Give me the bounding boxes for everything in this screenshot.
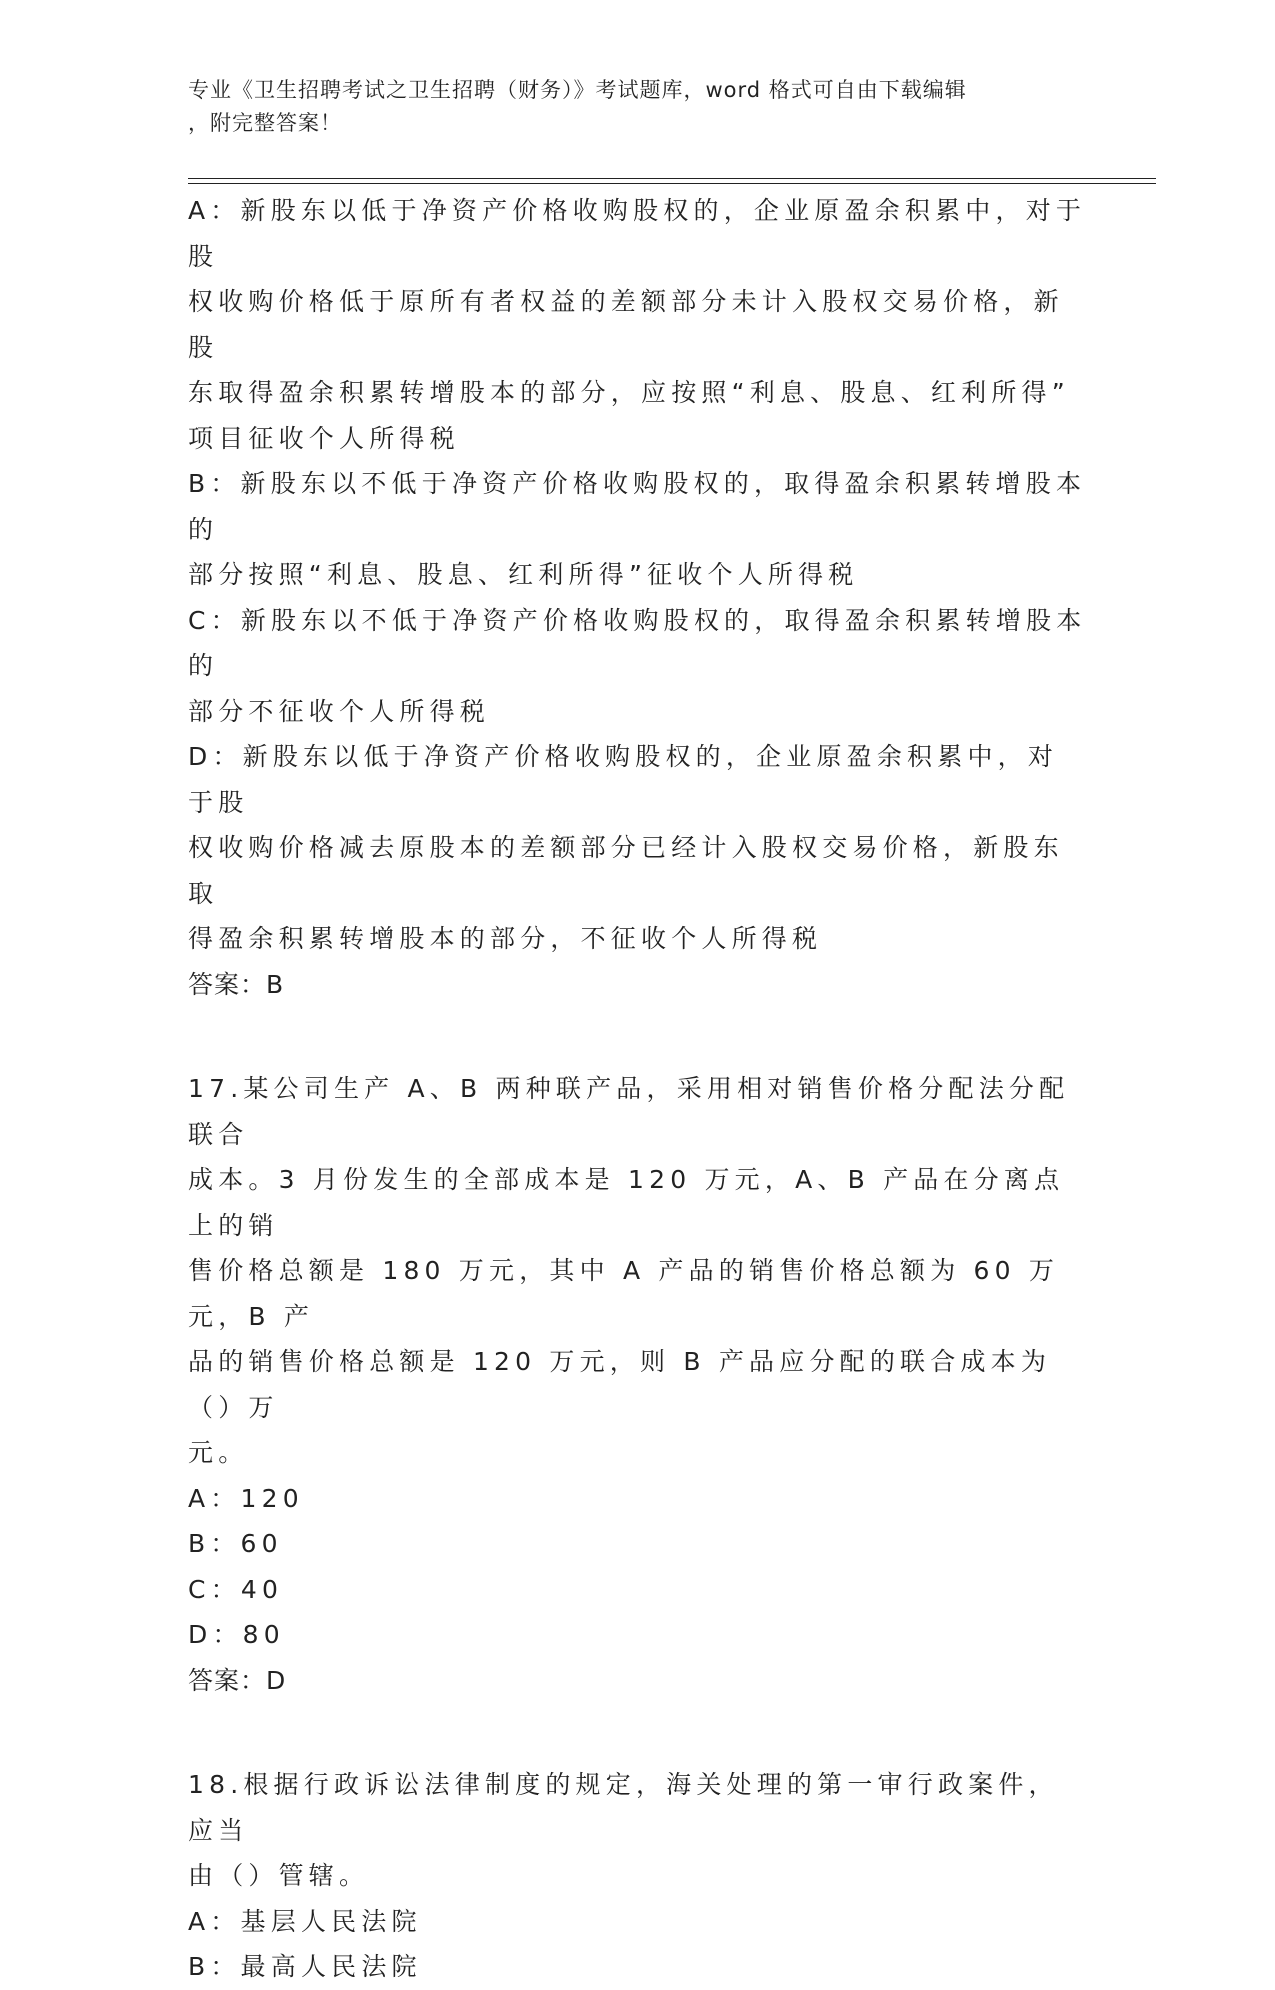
q18-option-b: B：最高人民法院: [188, 1952, 422, 1981]
q16-option-d: D：新股东以低于净资产价格收购股权的，企业原盈余积累中，对于股 权收购价格减去原股本的差额部分已经计入股权交易价格，新股东取 得盈余积累转增股本的部分，不征收个人所得税: [188, 742, 1064, 953]
question-spacer: [188, 1703, 1088, 1762]
q17-option-d: D：80: [188, 1620, 285, 1649]
q18-option-a: A：基层人民法院: [188, 1906, 422, 1936]
question-18: [188, 1762, 1088, 1990]
q16-option-a: A：新股东以低于净资产价格收购股权的，企业原盈余积累中，对于股 权收购价格低于原所有者权益的差额部分未计入股权交易价格，新股 东取得盈余积累转增股本的部分，应按照“利息、股息、红利所得” 项目征收个人所得税: [188, 196, 1087, 453]
document-body: [188, 188, 1088, 1990]
q16-answer: 答案：B: [188, 969, 285, 999]
q17-answer: 答案：D: [188, 1665, 287, 1695]
q17-stem: 17.某公司生产 A、B 两种联产品，采用相对销售价格分配法分配联合 成本。3 月份发生的全部成本是 120 万元，A、B 产品在分离点上的销 售价格总额是 180 万元，其中 A 产品的销售价格总额为 60 万元，B 产 品的销售价格总额是 120 万元，则 B 产品应分配的联合成本为（）万 元。: [188, 1074, 1070, 1467]
q17-option-a: A：120: [188, 1483, 304, 1513]
document-header: 专业《卫生招聘考试之卫生招聘（财务）》考试题库，word 格式可自由下载编辑 ，附完整答案！: [188, 78, 967, 135]
question-17: [188, 1066, 1088, 1703]
q16-option-b: B：新股东以不低于净资产价格收购股权的，取得盈余积累转增股本的 部分按照“利息、股息、红利所得”征收个人所得税: [188, 469, 1087, 589]
question-spacer: [188, 1007, 1088, 1066]
q16-option-c: C：新股东以不低于净资产价格收购股权的，取得盈余积累转增股本的 部分不征收个人所得税: [188, 605, 1087, 726]
header-divider-top: [188, 178, 1156, 179]
q17-option-c: C：40: [188, 1574, 284, 1604]
q17-option-b: B：60: [188, 1529, 283, 1558]
q18-stem: 18.根据行政诉讼法律制度的规定，海关处理的第一审行政案件，应当 由（）管辖。: [188, 1770, 1059, 1890]
header-divider-bottom: [188, 183, 1156, 184]
question-16-tail: [188, 188, 1088, 1007]
